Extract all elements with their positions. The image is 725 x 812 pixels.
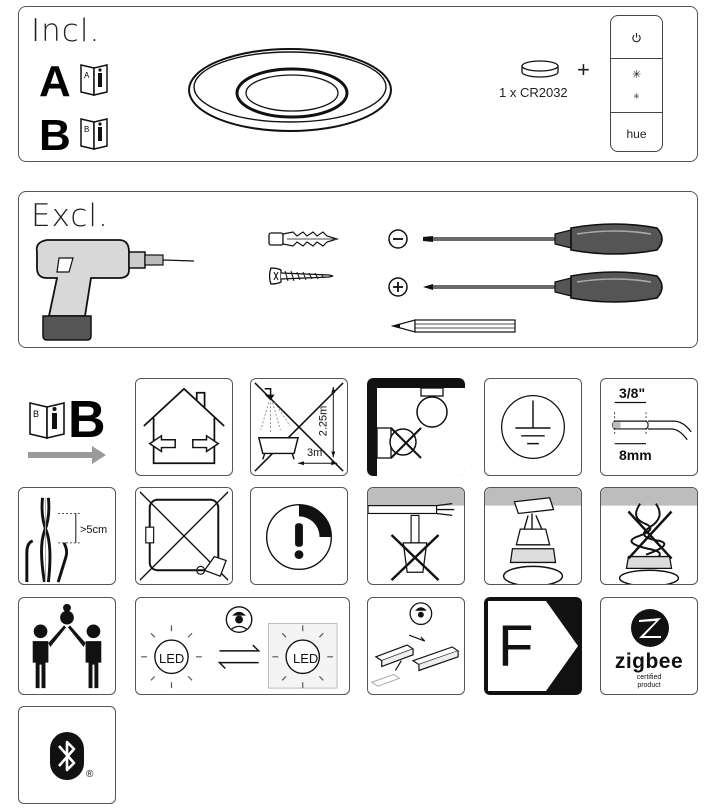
zigbee-product-label: product	[637, 682, 661, 689]
heat-warning-icon	[251, 488, 347, 584]
ground-icon	[485, 379, 581, 475]
wire-separation-symbol	[18, 487, 116, 585]
earth-ground-symbol	[484, 378, 582, 476]
bathroom-icon	[251, 379, 347, 475]
brightness-up-icon: ✳	[632, 69, 642, 81]
indoor-use-symbol	[135, 378, 233, 476]
cable-strip-length-symbol	[600, 378, 698, 476]
mounting-cross-icon	[368, 488, 464, 584]
manual-a-letter: A	[39, 57, 71, 106]
insulation-cross-icon	[136, 488, 232, 584]
zigbee-certified-label: certified	[636, 674, 662, 681]
two-persons-icon	[19, 598, 115, 694]
no-insulation-symbol	[135, 487, 233, 585]
excluded-panel	[18, 191, 698, 348]
dimmer-switch-remote	[610, 15, 663, 152]
manual-b-letter: B	[39, 111, 71, 160]
tangled-wires-cross-icon	[601, 488, 697, 584]
svg-text:B: B	[84, 125, 90, 134]
svg-text:A: A	[84, 71, 90, 80]
included-title: Incl.	[31, 13, 101, 49]
remote-hue-label: hue	[626, 127, 647, 141]
bluetooth-symbol	[18, 706, 116, 804]
driver-swap-icon	[368, 598, 464, 694]
remote-power-button	[611, 16, 662, 59]
zigbee-symbol	[600, 597, 698, 695]
power-icon	[631, 32, 642, 43]
cable-strip-metric: 8mm	[619, 447, 652, 463]
manual-reference-letter: B	[68, 391, 106, 449]
led-label-right: LED	[293, 651, 319, 666]
pencil-icon	[391, 318, 519, 334]
included-panel	[18, 6, 698, 162]
led-replacement-symbol	[135, 597, 350, 695]
no-tangled-wires-symbol	[600, 487, 698, 585]
remote-dim-buttons	[611, 58, 662, 113]
screw-icon	[269, 266, 335, 286]
wires-icon	[19, 488, 115, 584]
energy-class-letter: F	[498, 614, 534, 679]
manual-book-icon	[28, 398, 68, 440]
phillips-screwdriver-icon	[385, 270, 667, 304]
zigbee-label: zigbee	[614, 650, 684, 673]
led-label-left: LED	[159, 651, 185, 666]
ceiling-mount-warning-symbol	[367, 378, 465, 476]
wire-connection-symbol	[484, 487, 582, 585]
wire-gap-label: >5cm	[80, 524, 108, 536]
connector-icon	[485, 488, 581, 584]
cable-strip-imperial: 3/8"	[619, 385, 646, 401]
arrow-right-icon	[28, 446, 108, 464]
energy-class-symbol	[484, 597, 582, 695]
heat-warning-symbol	[250, 487, 348, 585]
battery-label: 1 x CR2032	[499, 85, 568, 100]
brightness-down-icon: ✳	[633, 92, 640, 101]
led-swap-icon	[136, 598, 349, 694]
manual-book-icon	[79, 61, 111, 97]
bluetooth-registered-mark: ®	[86, 769, 94, 780]
bathroom-distance-label: 3m	[307, 447, 323, 459]
driver-replacement-symbol	[367, 597, 465, 695]
zigbee-logo-icon	[630, 608, 670, 648]
wall-plug-icon	[267, 230, 341, 248]
two-person-install-symbol	[18, 597, 116, 695]
ceiling-lamp-icon	[187, 47, 393, 133]
bathroom-height-label: 2.25m	[317, 405, 330, 437]
manual-book-icon	[79, 115, 111, 151]
drill-icon	[29, 232, 199, 344]
bathroom-zone-symbol	[250, 378, 348, 476]
house-icon	[136, 379, 232, 475]
svg-text:B: B	[33, 409, 40, 419]
ceiling-lamp-warning-icon	[367, 378, 465, 476]
mounting-warning-1-symbol	[367, 487, 465, 585]
battery-icon	[520, 59, 560, 79]
plus-sign: +	[577, 57, 590, 82]
bluetooth-icon	[50, 732, 84, 780]
flat-screwdriver-icon	[385, 222, 667, 256]
excluded-title: Excl.	[31, 198, 109, 234]
